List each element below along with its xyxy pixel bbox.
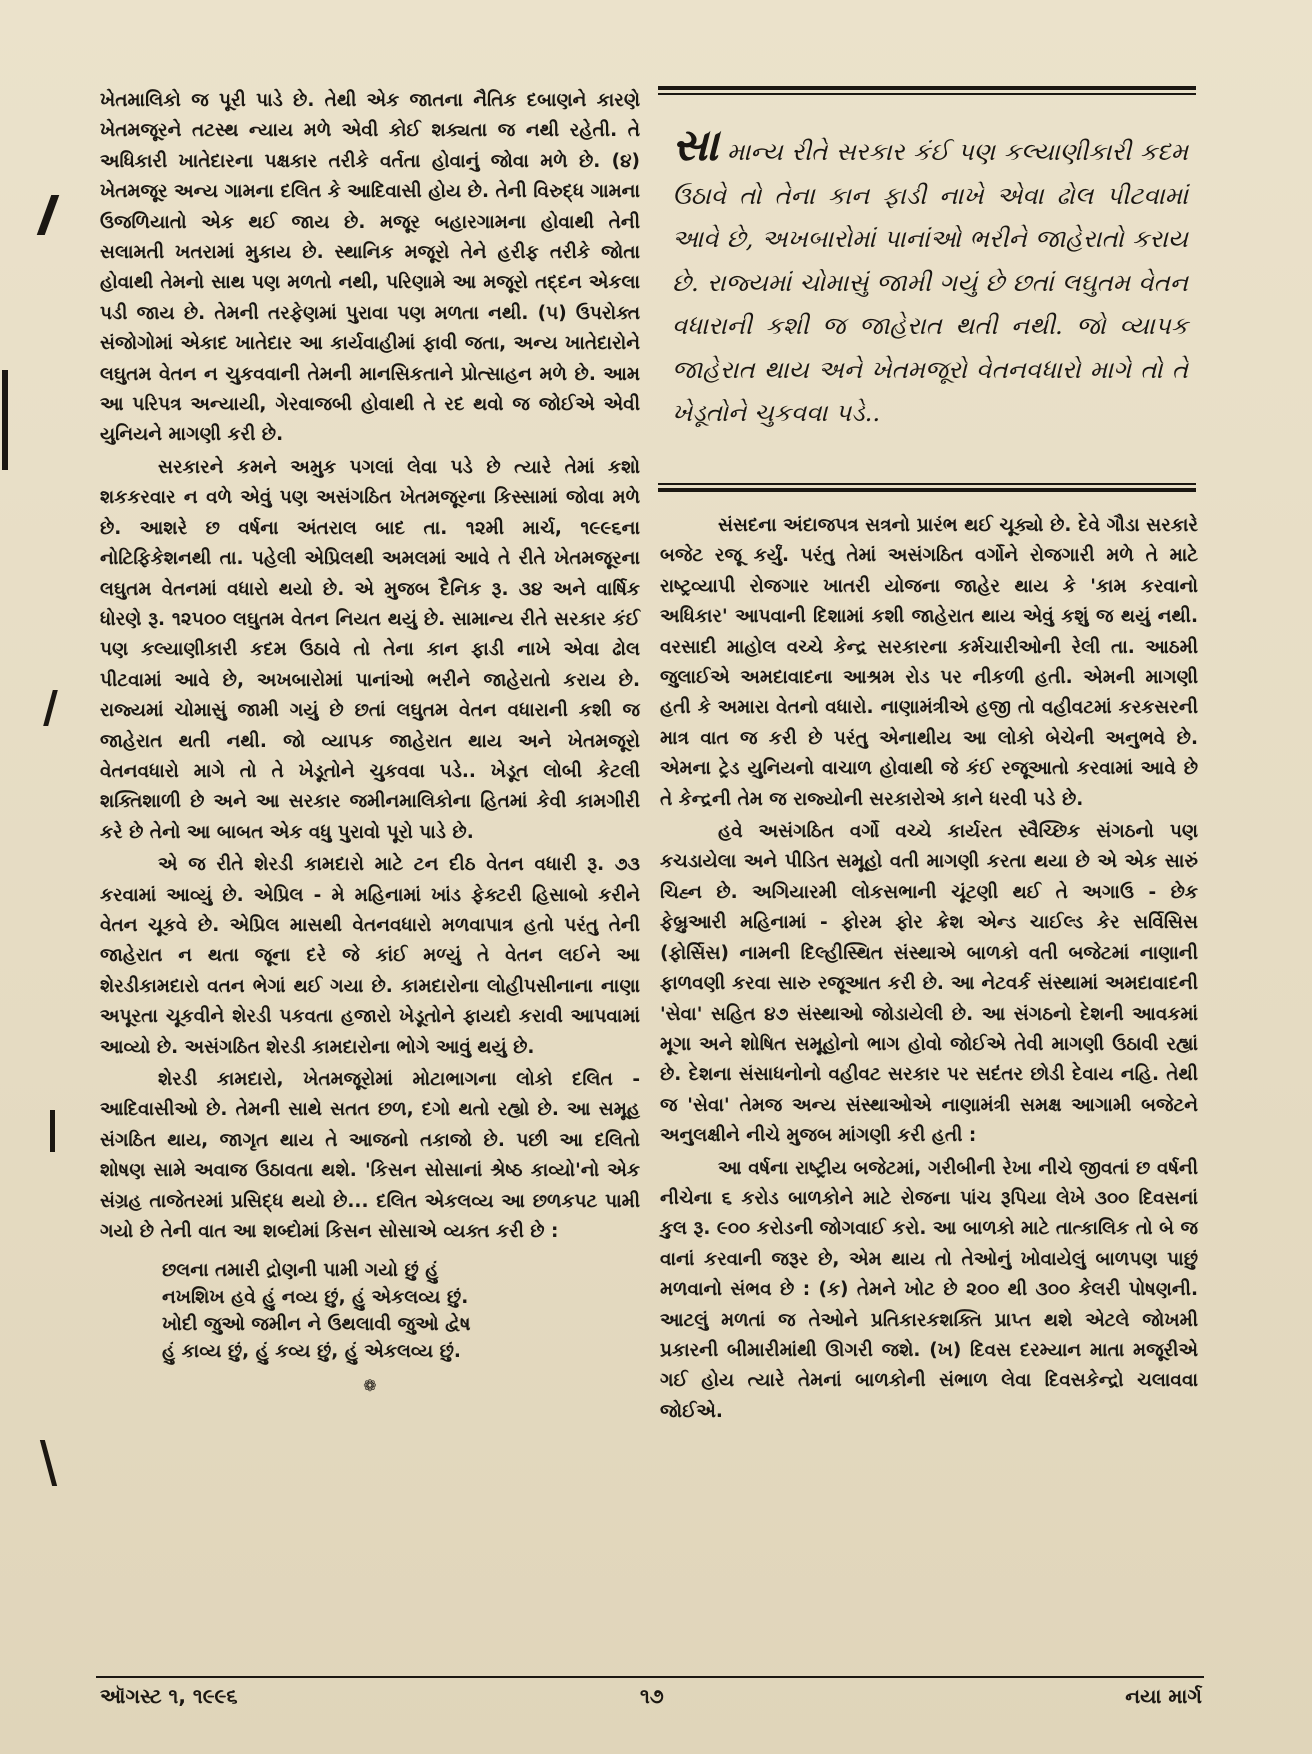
paragraph: હવે અસંગઠિત વર્ગો વચ્ચે કાર્યરત સ્વૈચ્છિક સંગઠનો પણ કચડાયેલા અને પીડિત સમૂહો વતી માગણી કરતા થયા છે એ એક સારું ચિહ્ન છે. અગિયારમી લોકસભાની ચૂંટણી થઈ તે અગાઉ - છેક ફેબ્રુઆરી મહિનામાં - ફોરમ ફોર ક્રેશ એન્ડ ચાઈલ્ડ કેર સર્વિસિસ (ફોર્સિસ) નામની દિલ્હીસ્થિત સંસ્થાએ બાળકો વતી બજેટમાં નાણાની ફાળવણી કરવા સારુ રજૂઆત કરી છે. આ નેટવર્ક સંસ્થામાં અમદાવાદની 'સેવા' સહિત ૪૭ સંસ્થાઓ જોડાયેલી છે. આ સંગઠનો દેશની આવકમાં મૂગા અને શોષિત સમૂહોનો ભાગ હોવો જોઈએ તેવી માગણી ઉઠાવી રહ્યાં છે. દેશના સંસાધનોનો વહીવટ સરકાર પર સદંતર છોડી દેવાય નહિ. તેથી જ 'સેવા' તેમજ અન્ય સંસ્થાઓએ નાણામંત્રી સમક્ષ આગામી બજેટને અનુલક્ષીને નીચે મુજબ માંગણી કરી હતી :	[660, 821, 1198, 1147]
right-column	[660, 511, 1198, 1427]
poem-line: નખશિખ હવે હું નવ્ય છું, હું એકલવ્ય છું.	[162, 1287, 469, 1309]
page-edge-mark	[40, 1440, 57, 1486]
pull-quote-body: માન્ય રીતે સરકાર કંઈ પણ કલ્યાણીકારી કદમ ઉઠાવે તો તેના કાન ફાડી નાખે એવા ઢોલ પીટવામાં આવે છે, અખબારોમાં પાનાંઓ ભરીને જાહેરાતો કરાય છે. રાજ્યમાં ચોમાસું જામી ગયું છે છતાં લઘુતમ વેતન વધારાની કશી જ જાહેરાત થતી નથી. જો વ્યાપક જાહેરાત થાય અને ખેતમજૂરો વેતનવધારો માગે તો તે ખેડૂતોને ચુકવવા પડે..	[672, 137, 1188, 427]
poem-line: ખોદી જુઓ જમીન ને ઉથલાવી જુઓ દ્વેષ	[162, 1314, 471, 1336]
paragraph: ખેતમાલિકો જ પૂરી પાડે છે. તેથી એક જાતના નૈતિક દબાણને કારણે ખેતમજૂરને તટસ્થ ન્યાય મળે એવી કોઈ શક્યતા જ નથી રહેતી. તે અધિકારી ખાતેદારના પક્ષકાર તરીકે વર્તતા હોવાનું જોવા મળે છે. (૪) ખેતમજૂર અન્ય ગામના દલિત કે આદિવાસી હોય છે. તેની વિરુદ્ધ ગામના ઉજળિયાતો એક થઈ જાય છે. મજૂર બહારગામના હોવાથી તેની સલામતી ખતરામાં મુકાય છે. સ્થાનિક મજૂરો તેને હરીફ તરીકે જોતા હોવાથી તેમનો સાથ પણ મળતો નથી, પરિણામે આ મજૂરો તદ્દન એકલા પડી જાય છે. તેમની તરફેણમાં પુરાવા પણ મળતા નથી. (૫) ઉપરોક્ત સંજોગોમાં એકાદ ખાતેદાર આ કાર્યવાહીમાં ફાવી જતા, અન્ય ખાતેદારોને લઘુતમ વેતન ન ચુકવવાની તેમની માનસિકતાને પ્રોત્સાહન મળે છે. આમ આ પરિપત્ર અન્યાયી, ગેરવાજબી હોવાથી તે રદ થવો જ જોઈએ એવી યુનિયને માગણી કરી છે.	[100, 90, 640, 446]
paragraph: શેરડી કામદારો, ખેતમજૂરોમાં મોટાભાગના લોકો દલિત - આદિવાસીઓ છે. તેમની સાથે સતત છળ, દગો થતો રહ્યો છે. આ સમૂહ સંગઠિત થાય, જાગૃત થાય તે આજનો તકાજો છે. પછી આ દલિતો શોષણ સામે અવાજ ઉઠાવતા થશે. 'કિસન સોસાનાં શ્રેષ્ઠ કાવ્યો'નો એક સંગ્રહ તાજેતરમાં પ્રસિદ્ધ થયો છે... દલિત એકલવ્ય આ છળકપટ પામી ગયો છે તેની વાત આ શબ્દોમાં કિસન સોસાએ વ્યક્ત કરી છે :	[100, 1069, 640, 1243]
page-edge-mark	[2, 370, 8, 470]
paragraph: એ જ રીતે શેરડી કામદારો માટે ટન દીઠ વેતન વધારી રૂ. ૭૩ કરવામાં આવ્યું છે. એપ્રિલ - મે મહિનામાં ખાંડ ફેક્ટરી હિસાબો કરીને વેતન ચૂકવે છે. એપ્રિલ માસથી વેતનવધારો મળવાપાત્ર હતો પરંતુ તેની જાહેરાત ન થતા જૂના દરે જે કાંઈ મળ્યું તે વેતન લઈને આ શેરડીકામદારો વતન ભેગાં થઈ ગયા છે. કામદારોના લોહીપસીનાના નાણા અપૂરતા ચૂકવીને શેરડી પકવતા હજારો ખેડૂતોને ફાયદો કરાવી આપવામાં આવ્યો છે. અસંગઠિત શેરડી કામદારોના ભોગે આવું થયું છે.	[100, 854, 640, 1058]
page-edge-mark	[37, 195, 60, 235]
page-number: ૧૭	[640, 1684, 664, 1708]
issue-date: ઑગસ્ટ ૧, ૧૯૯૬	[100, 1684, 238, 1708]
footer-rule	[96, 1676, 1204, 1678]
paragraph: સરકારને કમને અમુક પગલાં લેવા પડે છે ત્યારે તેમાં કશો શકકરવાર ન વળે એવું પણ અસંગઠિત ખેતમજૂરના કિસ્સામાં જોવા મળે છે. આશરે છ વર્ષના અંતરાલ બાદ તા. ૧૨મી માર્ચ, ૧૯૯૬ના નોટિફિકેશનથી તા. પહેલી એપ્રિલથી અમલમાં આવે તે રીતે ખેતમજૂરના લઘુતમ વેતનમાં વધારો થયો છે. એ મુજબ દૈનિક રૂ. ૩૪ અને વાર્ષિક ધોરણે રૂ. ૧૨૫૦૦ લઘુતમ વેતન નિયત થયું છે. સામાન્ય રીતે સરકાર કંઈ પણ કલ્યાણીકારી કદમ ઉઠાવે તો તેના કાન ફાડી નાખે એવા ઢોલ પીટવામાં આવે છે, અખબારોમાં પાનાંઓ ભરીને જાહેરાતો કરાય છે. રાજ્યમાં ચોમાસું જામી ગયું છે છતાં લઘુતમ વેતન વધારાની કશી જ જાહેરાત થતી નથી. જો વ્યાપક જાહેરાત થાય અને ખેતમજૂરો વેતનવધારો માગે તો તે ખેડૂતોને ચુકવવા પડે.. ખેડૂત લોબી કેટલી શક્તિશાળી છે અને આ સરકાર જમીનમાલિકોના હિતમાં કેવી કામગીરી કરે છે તેનો આ બાબત એક વધુ પુરાવો પૂરો પાડે છે.	[100, 456, 640, 843]
poem-line: હું કાવ્ય છું, હું કવ્ય છું, હું એકલવ્ય છું.	[162, 1341, 461, 1363]
paragraph: આ વર્ષના રાષ્ટ્રીય બજેટમાં, ગરીબીની રેખા નીચે જીવતાં છ વર્ષની નીચેના ૬ કરોડ બાળકોને માટે રોજના પાંચ રૂપિયા લેખે ૩૦૦ દિવસનાં કુલ રૂ. ૯૦૦ કરોડની જોગવાઈ કરો. આ બાળકો માટે તાત્કાલિક તો બે જ વાનાં કરવાની જરૂર છે, એમ થાય તો તેઓનું ખોવાયેલું બાળપણ પાછું મળવાનો સંભવ છે : (ક) તેમને ખોટ છે ૨૦૦ થી ૩૦૦ કેલરી પોષણની. આટલું મળતાં જ તેઓને પ્રતિકારકશક્તિ પ્રાપ્ત થશે એટલે જોખમી પ્રકારની બીમારીમાંથી ઊગરી જશે. (ખ) દિવસ દરમ્યાન માતા મજૂરીએ ગઈ હોય ત્યારે તેમનાં બાળકોની સંભાળ લેવા દિવસકેન્દ્રો ચલાવવા જોઈએ.	[660, 1157, 1198, 1422]
pull-quote-top-rule	[658, 86, 1196, 95]
section-ornament: ❁	[363, 1376, 377, 1396]
paragraph: સંસદના અંદાજપત્ર સત્રનો પ્રારંભ થઈ ચૂક્યો છે. દેવે ગૌડા સરકારે બજેટ રજૂ કર્યું. પરંતુ તેમાં અસંગઠિત વર્ગોને રોજગારી મળે તે માટે રાષ્ટ્રવ્યાપી રોજગાર ખાતરી યોજના જાહેર થાય કે 'કામ કરવાનો અધિકાર' આપવાની દિશામાં કશી જાહેરાત થાય એવું કશું જ થયું નથી. વરસાદી માહોલ વચ્ચે કેન્દ્ર સરકારના કર્મચારીઓની રેલી તા. આઠમી જુલાઈએ અમદાવાદના આશ્રમ રોડ પર નીકળી હતી. એમની માગણી હતી કે અમારા વેતનો વધારો. નાણામંત્રીએ હજી તો વહીવટમાં કરકસરની માત્ર વાત જ કરી છે પરંતુ એનાથીય આ લોકો બેચેની અનુભવે છે. એમના ટ્રેડ યુનિયનો વાચાળ હોવાથી જે કંઈ રજૂઆતો કરવામાં આવે છે તે કેન્દ્રની તેમ જ રાજ્યોની સરકારોએ કાને ધરવી પડે છે.	[660, 515, 1198, 810]
pull-quote	[658, 86, 1196, 501]
pull-quote-dropcap: સા	[672, 120, 719, 171]
magazine-name: નયા માર્ગ	[1125, 1684, 1202, 1708]
left-column	[100, 86, 640, 1402]
pull-quote-text	[672, 120, 1188, 435]
pull-quote-bottom-rule	[658, 483, 1196, 492]
page-edge-mark	[50, 1110, 55, 1152]
page-edge-mark	[43, 690, 58, 726]
poem	[162, 1257, 640, 1365]
poem-line: છલના તમારી દ્રોણની પામી ગયો છું હું	[162, 1260, 439, 1282]
